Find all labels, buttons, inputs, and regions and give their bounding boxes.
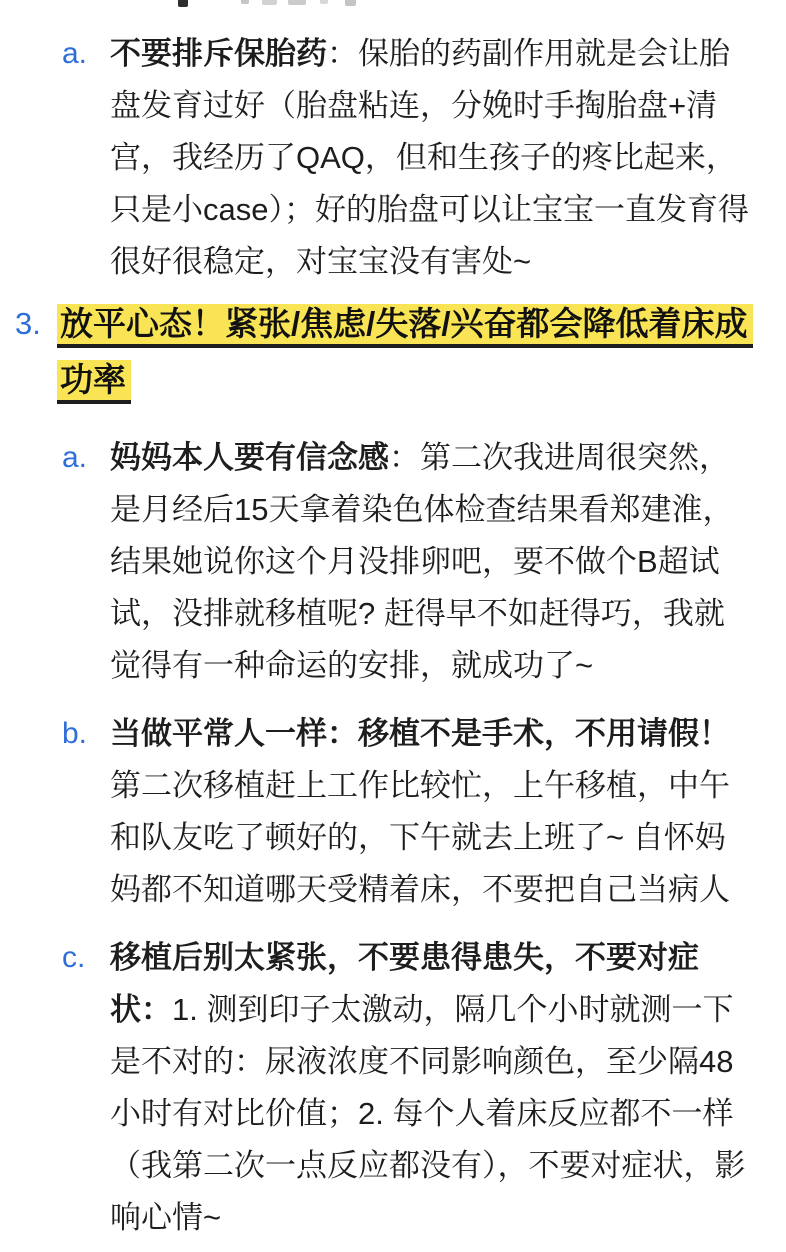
highlighted-heading-text: 放平心态！紧张/焦虑/失落/兴奋都会降低着床成功率: [57, 304, 753, 404]
list-item-text: [110, 28, 750, 288]
clipped-text-fragment: [178, 0, 188, 7]
body-text: 第二次移植赶上工作比较忙，上午移植，中午和队友吃了顿好的，下午就去上班了~ 自怀妈妈都不知道哪天受精着床，不要把自己当病人: [110, 768, 730, 907]
list-marker-a: a.: [62, 441, 88, 474]
clipped-text-fragment: [241, 0, 249, 4]
bold-lead-text: 妈妈本人要有信念感: [110, 440, 389, 475]
body-text: 1. 测到印子太激动，隔几个小时就测一下是不对的：尿液浓度不同影响颜色，至少隔48小时有对比价值；2. 每个人着床反应都不一样（我第二次一点反应都没有），不要对症状，影响心情~: [110, 992, 746, 1235]
list-marker-c: c.: [62, 941, 86, 974]
clipped-text-line: [0, 0, 786, 10]
list-item-2a: [0, 28, 786, 288]
bold-lead-text: 移植后别太紧张，不要患得患失，不要对症状：: [110, 940, 699, 1027]
body-text: ：第二次我进周很突然，是月经后15天拿着染色体检查结果看郑建淮，结果她说你这个月没排卵吧，要不做个B超试试，没排就移植呢? 赶得早不如赶得巧，我就觉得有一种命运的安排，就成功了~: [110, 440, 734, 683]
list-marker-a: a.: [62, 37, 88, 70]
list-marker-3: 3.: [15, 306, 41, 341]
clipped-text-fragment: [345, 0, 356, 6]
list-marker-b: b.: [62, 717, 88, 750]
clipped-text-fragment: [262, 0, 277, 5]
body-text: ：保胎的药副作用就是会让胎盘发育过好（胎盘粘连，分娩时手掏胎盘+清宫，我经历了QAQ，但和生孩子的疼比起来，只是小case）；好的胎盘可以让宝宝一直发育得很好很稳定，对宝宝没有害处~: [110, 36, 749, 279]
list-item-text: [110, 708, 750, 916]
list-item-3: [0, 296, 786, 408]
highlighted-heading: [57, 296, 771, 408]
clipped-text-fragment: [320, 0, 328, 4]
list-item-3c: [0, 932, 786, 1244]
list-item-3b: [0, 708, 786, 916]
list-item-text: [110, 932, 750, 1244]
clipped-text-fragment: [288, 0, 306, 5]
bold-lead-text: 不要排斥保胎药: [110, 36, 327, 71]
list-item-text: [110, 432, 750, 692]
bold-lead-text: 当做平常人一样：移植不是手术，不用请假！: [110, 716, 730, 751]
list-item-3a: [0, 432, 786, 692]
